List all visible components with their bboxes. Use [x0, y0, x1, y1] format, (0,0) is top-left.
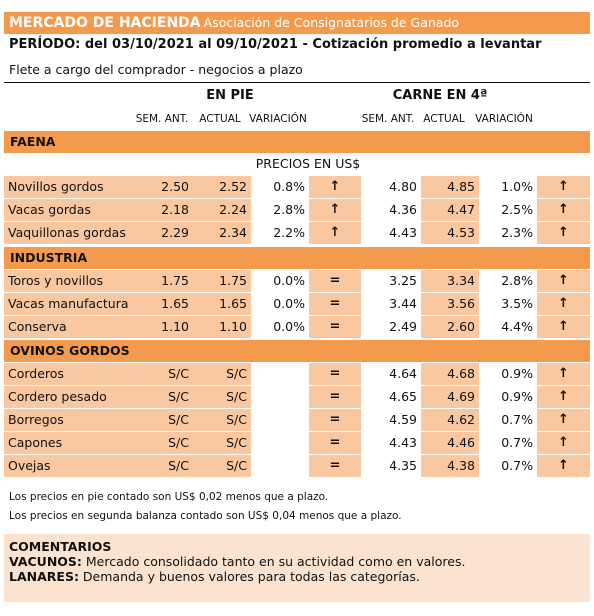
- row-label: Corderos: [4, 363, 132, 385]
- row-label: Toros y novillos: [4, 270, 132, 292]
- trend-icon: =: [309, 316, 361, 338]
- price-cell: 4.69: [421, 386, 479, 408]
- price-cell: 0.0%: [251, 316, 309, 338]
- trend-icon: ↑: [309, 176, 361, 198]
- price-cell: 2.18: [132, 199, 193, 221]
- price-cell: 2.8%: [251, 199, 309, 221]
- row-label: Vacas manufactura: [4, 293, 132, 315]
- price-cell: 2.29: [132, 222, 193, 244]
- trend-icon: ↑: [537, 176, 590, 198]
- price-cell: S/C: [132, 432, 193, 454]
- section-header: OVINOS GORDOS: [4, 340, 590, 362]
- price-cell: 4.36: [361, 199, 421, 221]
- price-cell: 3.44: [361, 293, 421, 315]
- section-header: INDUSTRIA: [4, 247, 590, 269]
- price-cell: 4.43: [361, 432, 421, 454]
- trend-icon: ↑: [537, 199, 590, 221]
- price-cell: [251, 363, 309, 385]
- price-cell: 3.56: [421, 293, 479, 315]
- trend-icon: ↑: [537, 316, 590, 338]
- trend-icon: ↑: [537, 293, 590, 315]
- price-cell: 1.65: [193, 293, 251, 315]
- table-row: [4, 293, 590, 316]
- row-label: Novillos gordos: [4, 176, 132, 198]
- price-cell: [251, 432, 309, 454]
- price-cell: 4.62: [421, 409, 479, 431]
- trend-icon: =: [309, 270, 361, 292]
- price-cell: 2.60: [421, 316, 479, 338]
- trend-icon: ↑: [537, 363, 590, 385]
- group-en-pie: EN PIE: [206, 88, 254, 103]
- trend-icon: =: [309, 455, 361, 477]
- periodo-text: PERÍODO: del 03/10/2021 al 09/10/2021 - Cotización promedio a levantar: [9, 37, 542, 52]
- price-cell: S/C: [193, 409, 251, 431]
- table-row: [4, 386, 590, 409]
- precios-label: PRECIOS EN US$: [255, 156, 361, 171]
- group-carne: CARNE EN 4ª: [392, 88, 488, 103]
- price-cell: 4.65: [361, 386, 421, 408]
- price-cell: S/C: [132, 409, 193, 431]
- price-cell: 4.68: [421, 363, 479, 385]
- page-title: MERCADO DE HACIENDA: [9, 15, 201, 31]
- note-2: Los precios en segunda balanza contado son US$ 0,04 menos que a plazo.: [9, 510, 402, 522]
- table-row: [4, 363, 590, 386]
- price-cell: 2.2%: [251, 222, 309, 244]
- row-label: Vaquillonas gordas: [4, 222, 132, 244]
- price-cell: S/C: [193, 432, 251, 454]
- price-cell: 2.5%: [479, 199, 537, 221]
- price-cell: S/C: [193, 386, 251, 408]
- trend-icon: ↑: [537, 432, 590, 454]
- col-actual-carne: ACTUAL: [423, 113, 465, 125]
- price-cell: 2.8%: [479, 270, 537, 292]
- price-cell: 0.9%: [479, 386, 537, 408]
- price-cell: 4.80: [361, 176, 421, 198]
- price-cell: 2.49: [361, 316, 421, 338]
- trend-icon: ↑: [537, 409, 590, 431]
- price-cell: 0.7%: [479, 432, 537, 454]
- divider: [4, 82, 590, 83]
- price-cell: 1.0%: [479, 176, 537, 198]
- trend-icon: =: [309, 293, 361, 315]
- comment-vacunos: VACUNOS: Mercado consolidado tanto en su actividad como en valores.: [9, 554, 466, 569]
- price-cell: 0.8%: [251, 176, 309, 198]
- table-row: [4, 409, 590, 432]
- trend-icon: =: [309, 432, 361, 454]
- note-1: Los precios en pie contado son US$ 0,02 menos que a plazo.: [9, 491, 329, 503]
- col-variacion-carne: VARIACIÓN: [475, 113, 533, 125]
- price-cell: [251, 455, 309, 477]
- price-cell: S/C: [193, 455, 251, 477]
- page-subtitle: Asociación de Consignatarios de Ganado: [203, 15, 460, 30]
- trend-icon: ↑: [537, 222, 590, 244]
- price-cell: 3.5%: [479, 293, 537, 315]
- row-label: Capones: [4, 432, 132, 454]
- price-cell: S/C: [132, 363, 193, 385]
- trend-icon: ↑: [537, 455, 590, 477]
- price-cell: 2.3%: [479, 222, 537, 244]
- comments-heading: COMENTARIOS: [9, 539, 112, 554]
- price-cell: 1.75: [132, 270, 193, 292]
- table-row: [4, 270, 590, 293]
- price-cell: 4.43: [361, 222, 421, 244]
- price-cell: 4.4%: [479, 316, 537, 338]
- col-sem-ant-pie: SEM. ANT.: [135, 113, 189, 125]
- comment-lanares: LANARES: Demanda y buenos valores para todas las categorías.: [9, 569, 420, 584]
- price-cell: 2.50: [132, 176, 193, 198]
- price-cell: 0.9%: [479, 363, 537, 385]
- trend-icon: =: [309, 386, 361, 408]
- trend-icon: ↑: [309, 222, 361, 244]
- table-row: [4, 176, 590, 199]
- price-cell: 4.85: [421, 176, 479, 198]
- comments-box: [4, 534, 590, 602]
- col-variacion-pie: VARIACIÓN: [249, 113, 307, 125]
- price-cell: [251, 409, 309, 431]
- col-actual-pie: ACTUAL: [199, 113, 241, 125]
- table-row: [4, 432, 590, 455]
- trend-icon: ↑: [537, 270, 590, 292]
- table-row: [4, 199, 590, 222]
- trend-icon: =: [309, 363, 361, 385]
- price-cell: S/C: [193, 363, 251, 385]
- price-cell: 1.75: [193, 270, 251, 292]
- row-label: Borregos: [4, 409, 132, 431]
- trend-icon: ↑: [309, 199, 361, 221]
- title-bar: [4, 12, 590, 34]
- price-cell: 0.7%: [479, 409, 537, 431]
- row-label: Cordero pesado: [4, 386, 132, 408]
- price-cell: 4.59: [361, 409, 421, 431]
- row-label: Conserva: [4, 316, 132, 338]
- price-cell: 2.52: [193, 176, 251, 198]
- price-cell: 4.46: [421, 432, 479, 454]
- price-cell: 4.53: [421, 222, 479, 244]
- price-cell: 4.38: [421, 455, 479, 477]
- price-cell: 1.10: [193, 316, 251, 338]
- price-cell: 4.35: [361, 455, 421, 477]
- table-row: [4, 316, 590, 339]
- price-cell: 3.25: [361, 270, 421, 292]
- table-row: [4, 222, 590, 245]
- trend-icon: =: [309, 409, 361, 431]
- price-cell: 0.0%: [251, 293, 309, 315]
- price-cell: 2.34: [193, 222, 251, 244]
- table-row: [4, 455, 590, 478]
- price-cell: 4.64: [361, 363, 421, 385]
- price-cell: 1.10: [132, 316, 193, 338]
- price-cell: 1.65: [132, 293, 193, 315]
- flete-text: Flete a cargo del comprador - negocios a plazo: [9, 62, 303, 77]
- col-sem-ant-carne: SEM. ANT.: [361, 113, 415, 125]
- price-cell: 3.34: [421, 270, 479, 292]
- price-cell: 4.47: [421, 199, 479, 221]
- price-cell: 0.0%: [251, 270, 309, 292]
- price-cell: 2.24: [193, 199, 251, 221]
- row-label: Vacas gordas: [4, 199, 132, 221]
- section-header: FAENA: [4, 131, 590, 153]
- row-label: Ovejas: [4, 455, 132, 477]
- trend-icon: ↑: [537, 386, 590, 408]
- price-cell: 0.7%: [479, 455, 537, 477]
- price-cell: S/C: [132, 455, 193, 477]
- price-cell: [251, 386, 309, 408]
- price-cell: S/C: [132, 386, 193, 408]
